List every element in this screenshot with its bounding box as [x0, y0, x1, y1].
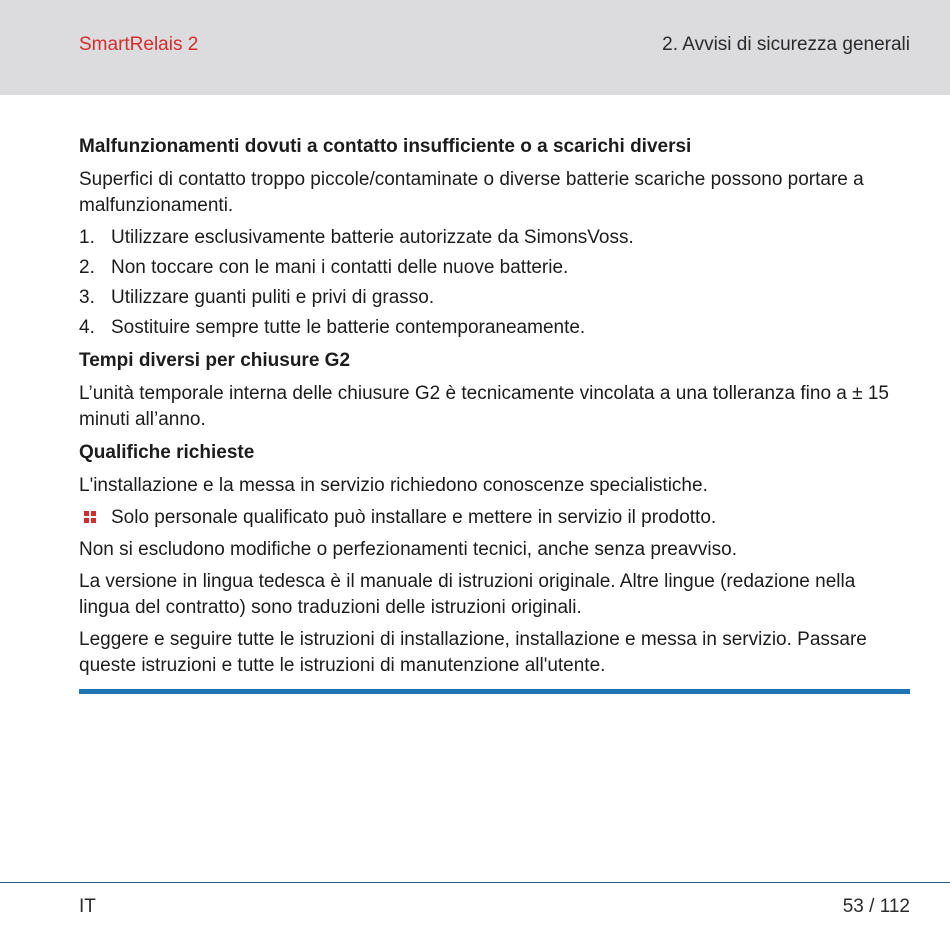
step-text: Sostituire sempre tutte le batterie contemporaneamente. [111, 317, 586, 338]
list-item [79, 225, 910, 251]
list-item [79, 315, 910, 341]
page-content [79, 133, 910, 694]
red-square-grid-icon [84, 511, 98, 525]
step-text: Non toccare con le mani i contatti delle nuove batterie. [111, 257, 569, 278]
section-heading-times: Tempi diversi per chiusure G2 [79, 350, 351, 371]
step-text: Utilizzare esclusivamente batterie autorizzate da SimonsVoss. [111, 227, 634, 248]
section-divider [79, 689, 910, 694]
bullet-text: Solo personale qualificato può installare e mettere in servizio il prodotto. [111, 507, 717, 528]
step-number: 4. [79, 317, 95, 338]
qualifications-bullet [79, 505, 910, 531]
qualifications-text: L'installazione e la messa in servizio richiedono conoscenze specialistiche. [79, 475, 708, 496]
section-heading-malfunction: Malfunzionamenti dovuti a contatto insufficiente o a scarichi diversi [79, 136, 692, 157]
step-number: 3. [79, 287, 95, 308]
product-name: SmartRelais 2 [79, 34, 199, 55]
note-paragraph: Non si escludono modifiche o perfezionamenti tecnici, anche senza preavviso. [79, 539, 737, 560]
page-header [0, 0, 950, 95]
section-heading-qualifications: Qualifiche richieste [79, 442, 255, 463]
note-paragraph: Leggere e seguire tutte le istruzioni di installazione, installazione e messa in servizio. Passare queste istruzioni e tutte le istruzioni di manutenzione all'utente. [79, 629, 867, 676]
malfunction-intro: Superfici di contatto troppo piccole/contaminate o diverse batterie scariche possono portare a malfunzionamenti. [79, 169, 864, 216]
step-text: Utilizzare guanti puliti e privi di grasso. [111, 287, 435, 308]
footer-divider [0, 882, 950, 883]
list-item [79, 255, 910, 281]
list-item [79, 285, 910, 311]
step-number: 2. [79, 257, 95, 278]
step-number: 1. [79, 227, 95, 248]
language-code: IT [79, 896, 96, 917]
note-paragraph: La versione in lingua tedesca è il manuale di istruzioni originale. Altre lingue (redazione nella lingua del contratto) sono traduzioni delle istruzioni originali. [79, 571, 856, 618]
chapter-title: 2. Avvisi di sicurezza generali [662, 34, 910, 55]
times-text: L’unità temporale interna delle chiusure G2 è tecnicamente vincolata a una tolleranza fino a ± 15 minuti all’anno. [79, 383, 889, 430]
page-number: 53 / 112 [842, 896, 910, 917]
malfunction-steps [79, 225, 910, 341]
